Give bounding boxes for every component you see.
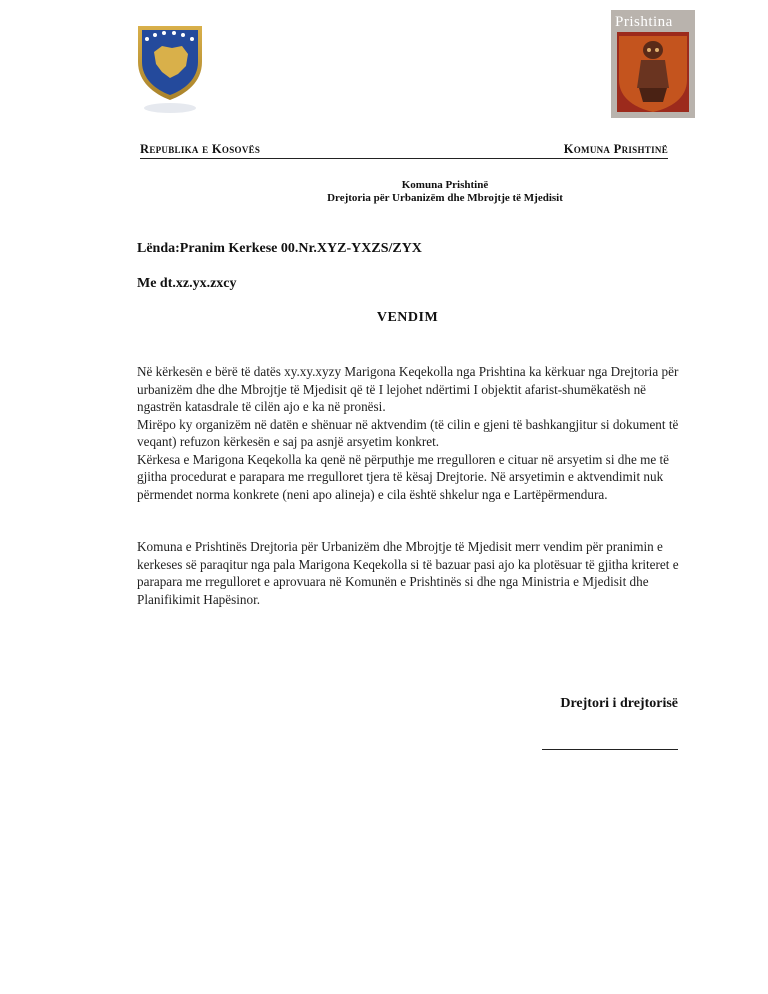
document-title: VENDIM [376, 310, 439, 325]
paragraph: Në kërkesën e bërë të datës xy.xy.xyzy Marigona Keqekolla nga Prishtina ka kërkuar nga Drejtoria për urbanizëm dhe dhe Mbrojtje të Mjedisit që të I lejohet ndërtimi I objektit afarist-shumëkatësh në ngastrën katasdrale të cilën ajo e ka në pronësi. [137, 364, 679, 414]
paragraph: Komuna e Prishtinës Drejtoria për Urbanizëm dhe Mbrojtje të Mjedisit merr vendim për pranimin e kerkeses së paraqitur nga pala Marigona Keqekolla si të bazuar pasi ajo ka plotësuar të gjitha kriteret e parapara me rregulloret e aprovuara në Komunën e Prishtinës si dhe nga Ministria e Mjedisit dhe Planifikimit Hapësinor. [137, 539, 679, 607]
paragraph: Mirëpo ky organizëm në datën e shënuar në aktvendim (të cilin e gjeni të bashkangjitur si dokument të veqant) refuzon kërkesën e saj pa asnjë arsyetim konkret. [137, 416, 679, 449]
signature-line [542, 749, 678, 750]
document-header [140, 142, 668, 159]
date-line: Me dt.xz.yx.zxcy [137, 276, 237, 291]
prishtina-logo-icon [611, 10, 695, 118]
subject-line: Lënda:Pranim Kerkese 00.Nr.XYZ-YXZS/ZYX [137, 241, 422, 256]
paragraph: Kërkesa e Marigona Keqekolla ka qenë në përputhje me rregulloren e cituar në arsyetim si dhe me të gjitha procedurat e parapara me rregulloret tjera të kësaj Drejtorie. Në arsyetimin e aktvendimit nuk përmendet norma konkrete (neni apo alineja) e cila është shkelur nga e Lartëpërmendura. [137, 451, 670, 502]
body-block-1 [137, 363, 682, 503]
signature-label: Drejtori i drejtorisë [560, 696, 678, 711]
body-block-2 [137, 538, 682, 608]
department-name: Drejtoria për Urbanizëm dhe Mbrojtje të Mjedisit [327, 192, 563, 204]
prishtina-logo-text: Prishtina [615, 14, 673, 30]
republic-title: Republika e Kosovës [140, 142, 261, 156]
kosovo-coat-of-arms-icon [134, 22, 206, 118]
municipality-title: Komuna Prishtinë [563, 142, 668, 156]
institution-name: Komuna Prishtinë [401, 179, 489, 191]
